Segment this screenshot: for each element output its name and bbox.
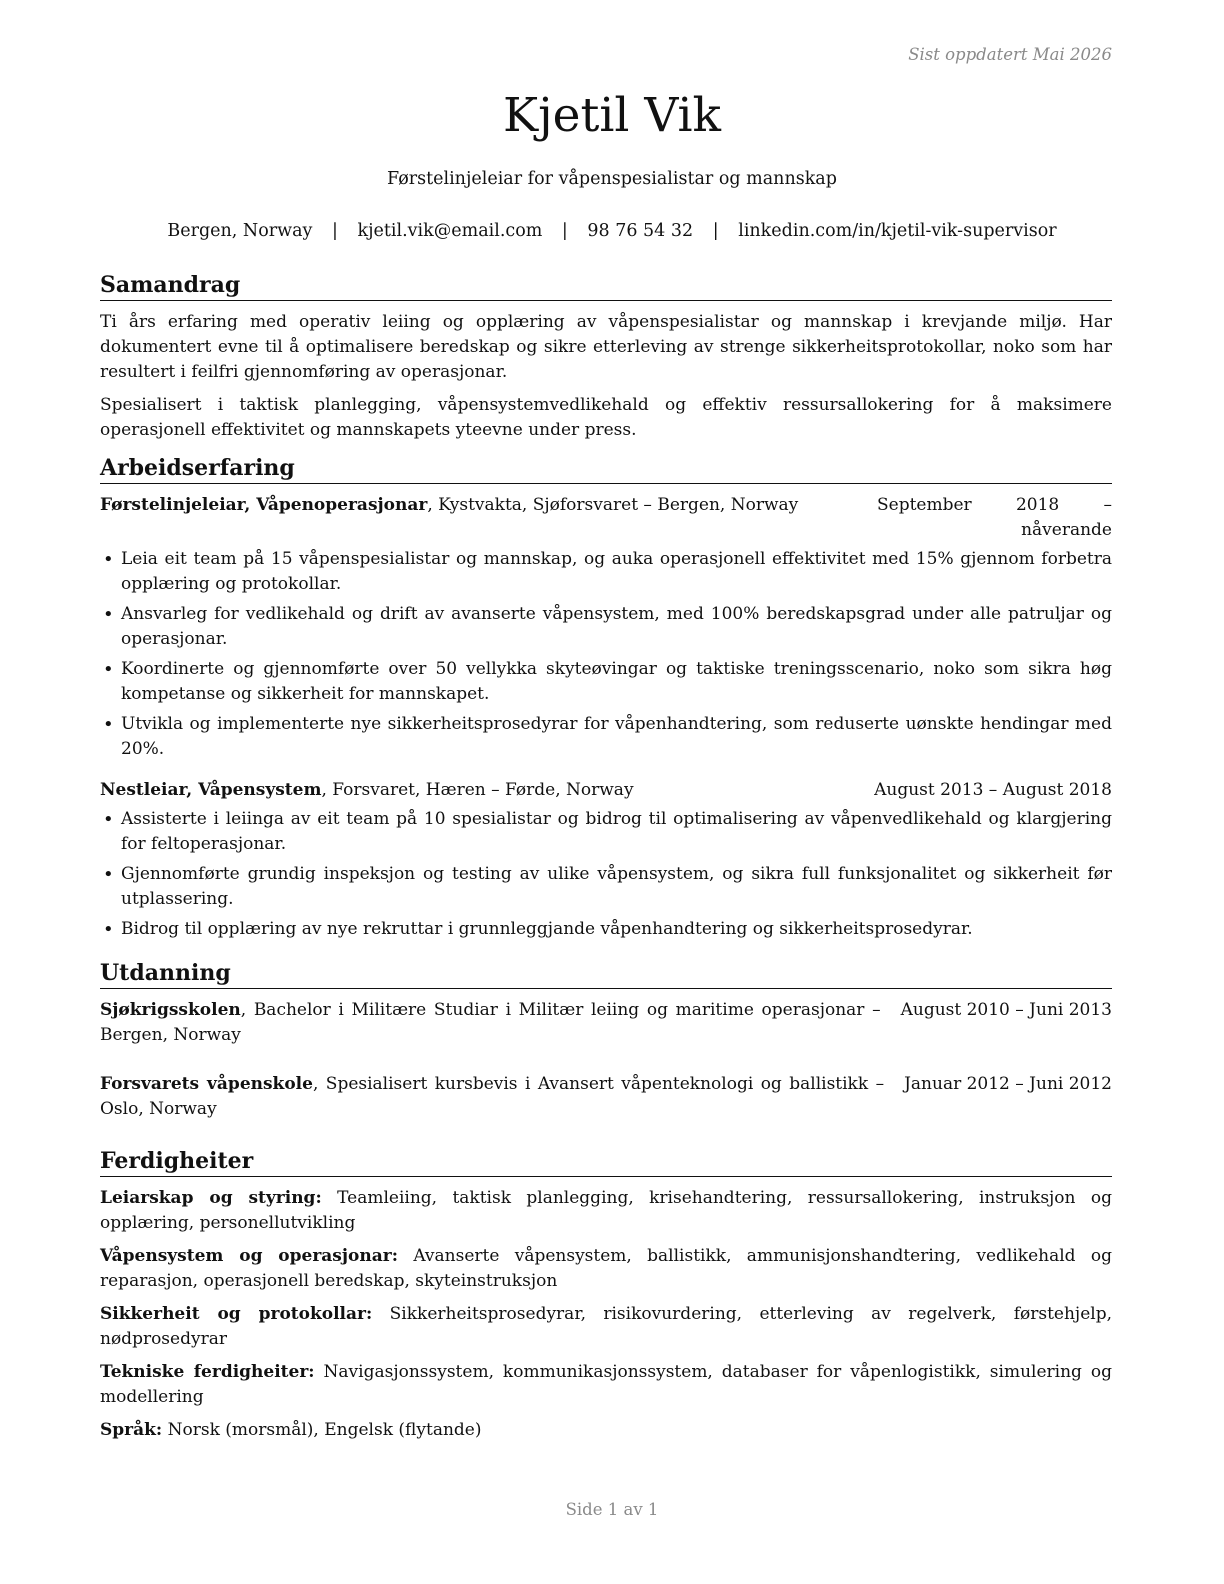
section-title-education: Utdanning [100,958,1112,989]
job-bullets [100,547,1112,762]
job-dates: September 2018 – nåverande [877,495,1112,540]
summary-section [100,270,1112,443]
job-role: Førstelinjeleiar, Våpenoperasjonar [100,495,428,515]
contact-separator: | [561,221,568,241]
skill-row [100,1302,1112,1352]
contact-separator: | [332,221,338,241]
job-bullet: • Ansvarleg for vedlikehald og drift av avanserte våpensystem, med 100% beredskapsgrad under alle patruljar og operasjonar. [100,602,1112,652]
contact-separator: | [712,221,719,241]
skill-label: Tekniske ferdigheiter: [100,1362,315,1382]
job-org: , Kystvakta, Sjøforsvaret – Bergen, Norway [427,495,799,515]
section-title-skills: Ferdigheiter [100,1146,1112,1177]
contact-linkedin[interactable]: linkedin.com/in/kjetil-vik-supervisor [738,221,1057,241]
skill-text: Navigasjonssystem, kommunikasjonssystem, databaser for våpenlogistikk, simulering og modellering [100,1362,1112,1407]
skill-label: Våpensystem og operasjonar: [100,1246,398,1266]
skill-text: Avanserte våpensystem, ballistikk, ammunisjonshandtering, vedlikehald og reparasjon, operasjonell beredskap, skyteinstruksjon [100,1246,1112,1291]
resume-content [100,270,1112,1453]
summary-paragraph: Ti års erfaring med operativ leiing og opplæring av våpenspesialistar og mannskap i krevjande miljø. Har dokumentert evne til å optimalisere beredskap og sikre etterleving av strenge sikkerheitsprotokollar, noko som har resultert i feilfri gjennomføring av operasjonar. [100,312,1112,382]
education-entry [100,1072,1112,1122]
job-org: , Forsvaret, Hæren – Førde, Norway [321,780,634,800]
section-title-experience: Arbeidserfaring [100,453,1112,484]
job-entry [100,778,1112,942]
job-dates: August 2013 – August 2018 [874,780,1112,800]
skill-row [100,1360,1112,1410]
job-bullet: • Assisterte i leiinga av eit team på 10 spesialistar og bidrog til optimalisering av våpenvedlikehald og klargjering for feltoperasjonar. [100,807,1112,857]
skill-label: Leiarskap og styring: [100,1188,322,1208]
skill-text: Teamleiing, taktisk planlegging, krisehandtering, ressursallokering, instruksjon og opplæring, personellutvikling [100,1188,1112,1233]
skill-row [100,1244,1112,1294]
education-entry [100,998,1112,1048]
person-name: Kjetil Vik [502,88,722,143]
summary-paragraph: Spesialisert i taktisk planlegging, våpensystemvedlikehald og effektiv ressursallokering for å maksimere operasjonell effektivitet og mannskapets yteevne under press. [100,395,1112,440]
education-description [100,998,901,1048]
job-bullet: • Gjennomførte grundig inspeksjon og testing av ulike våpensystem, og sikra full funksjonalitet og sikkerheit før utplassering. [100,862,1112,912]
education-school: Forsvarets våpenskole [100,1074,313,1094]
page-number: Side 1 av 1 [565,1500,659,1519]
job-bullet: • Leia eit team på 15 våpenspesialistar og mannskap, og auka operasjonell effektivitet med 15% gjennom forbetra opplæring og protokollar. [100,547,1112,597]
skill-label: Sikkerheit og protokollar: [100,1304,373,1324]
tagline: Førstelinjeleiar for våpenspesialistar og mannskap [387,169,837,189]
education-detail: , Spesialisert kursbevis i Avansert våpenteknologi og ballistikk – Oslo, Norway [100,1074,885,1119]
skill-text: Norsk (morsmål), Engelsk (flytande) [162,1420,482,1440]
job-header [100,778,1112,803]
skill-row [100,1186,1112,1236]
skill-row [100,1418,1112,1443]
section-title-summary: Samandrag [100,270,1112,301]
contact-email[interactable]: kjetil.vik@email.com [357,221,543,241]
contact-line [0,219,1224,243]
job-role: Nestleiar, Våpensystem [100,780,322,800]
education-school: Sjøkrigsskolen [100,1000,241,1020]
job-bullets [100,807,1112,942]
last-updated: Sist oppdatert Mai 2026 [908,45,1112,64]
experience-section [100,453,1112,942]
education-section [100,958,1112,1122]
job-entry [100,493,1112,762]
job-title-line [100,778,854,803]
job-bullet: • Koordinerte og gjennomførte over 50 vellykka skyteøvingar og taktiske treningsscenario, noko som sikra høg kompetanse og sikkerheit for mannskapet. [100,657,1112,707]
skill-text: Sikkerheitsprosedyrar, risikovurdering, etterleving av regelverk, førstehjelp, nødprosedyrar [100,1304,1112,1349]
job-header [100,493,1112,543]
job-bullet: • Utvikla og implementerte nye sikkerheitsprosedyrar for våpenhandtering, som reduserte uønskte hendingar med 20%. [100,712,1112,762]
contact-location: Bergen, Norway [167,221,313,241]
job-title-line [100,493,857,518]
education-dates: Januar 2012 – Juni 2012 [904,1074,1112,1094]
education-description [100,1072,904,1122]
education-dates: August 2010 – Juni 2013 [900,1000,1112,1020]
skills-section [100,1146,1112,1443]
job-bullet: • Bidrog til opplæring av nye rekruttar i grunnleggjande våpenhandtering og sikkerheitsprosedyrar. [100,917,1112,942]
contact-phone: 98 76 54 32 [587,221,694,241]
skill-label: Språk: [100,1420,163,1440]
education-detail: , Bachelor i Militære Studiar i Militær leiing og maritime operasjonar – Bergen, Norway [100,1000,881,1045]
